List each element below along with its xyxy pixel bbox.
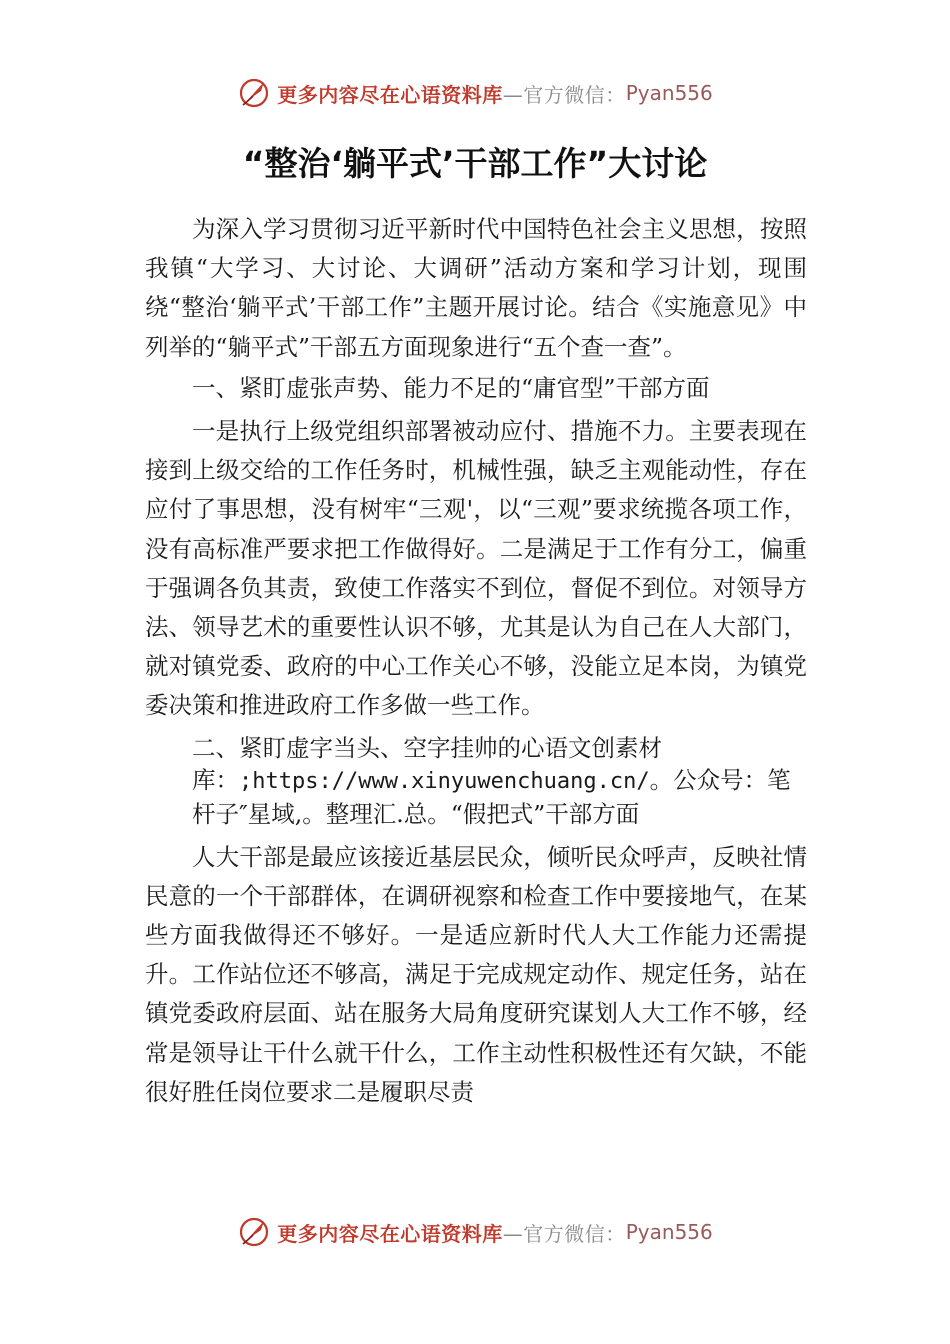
intro-paragraph: 为深入学习贯彻习近平新时代中国特色社会主义思想，按照我镇“大学习、大讨论、大调研”活动方案和学习计划，现围绕“整治‘躺平式’干部工作”主题开展讨论。结合《实施意见》中列举的“躺平式”干部五方面现象进行“五个查一查”。: [145, 215, 807, 361]
banner-red-text: 更多内容尽在心语资料库: [277, 1221, 503, 1246]
quill-pen-logo-icon: [237, 76, 271, 110]
banner-red-text: 更多内容尽在心语资料库: [277, 82, 503, 107]
banner-grey-text: —官方微信：: [502, 82, 626, 107]
section-heading-2: [145, 732, 807, 830]
banner-wechat-id: Pyan556: [625, 81, 713, 105]
banner-grey-text: —官方微信：: [502, 1221, 626, 1246]
section-heading-2-part-b: 。公众号：笔杆子″星域,。整理汇.总。“假把式”干部方面: [192, 765, 791, 828]
section-heading-1: 一、紧盯虚张声势、能力不足的“庸官型”干部方面: [192, 373, 710, 402]
section-body-2: 人大干部是最应该接近基层民众，倾听民众呼声，反映社情民意的一个干部群体，在调研视察和检查工作中要接地气，在某些方面我做得还不够好。一是适应新时代人大工作能力还需提升。工作站位还不够高，满足于完成规定动作、规定任务，站在镇党委政府层面、站在服务大局角度研究谋划人大工作不够，经常是领导让干什么就干什么，工作主动性积极性还有欠缺，不能很好胜任岗位要求二是履职尽责: [145, 842, 807, 1106]
banner-wechat-id: Pyan556: [625, 1220, 713, 1244]
quill-pen-logo-icon: [237, 1215, 271, 1249]
header-banner: [0, 73, 950, 113]
section-heading-2-part-a: 二、紧盯虚字当头、空字挂帅的心语文创素材库：: [192, 733, 662, 794]
footer-banner: [0, 1212, 950, 1252]
section-body-1: 一是执行上级党组织部署被动应付、措施不力。主要表现在接到上级交给的工作任务时，机械性强，缺乏主观能动性，存在应付了事思想，没有树牢“三观'，以“三观”要求统揽各项工作，没有高标准严要求把工作做得好。二是满足于工作有分工，偏重于强调各负其责，致使工作落实不到位，督促不到位。对领导方法、领导艺术的重要性认识不够，尤其是认为自己在人大部门，就对镇党委、政府的中心工作关心不够，没能立足本岗，为镇党委决策和推进政府工作多做一些工作。: [145, 417, 807, 720]
section-heading-2-url: ;https://www.xinyuwenchuang.cn/: [239, 768, 650, 794]
page-title: “整治‘躺平式’干部工作”大讨论: [242, 144, 708, 183]
document-body: [145, 210, 807, 1112]
